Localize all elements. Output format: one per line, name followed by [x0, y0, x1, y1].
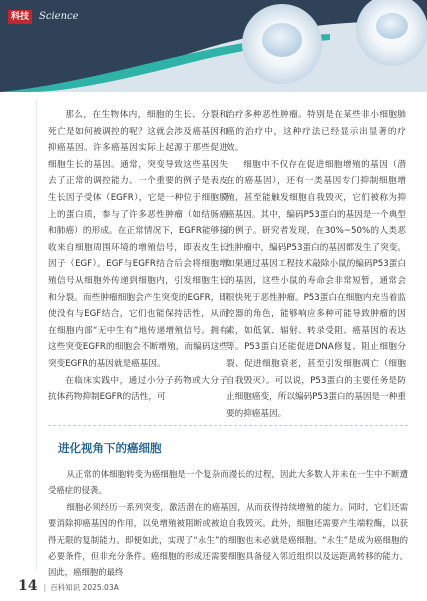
paragraph: 治疗多种恶性肿瘤。特别是在某些非小细胞肺癌的治疗中，这种疗法已经显示出显著的疗效。 — [226, 110, 406, 154]
section-title: 进化视角下的癌细胞 — [58, 441, 162, 455]
section-tag: 科技 — [8, 10, 32, 24]
margin-rule — [36, 100, 37, 570]
page-footer — [18, 578, 119, 594]
paragraph: 从正常的体细胞转变为癌细胞是一个复杂而漫长的过程，因此大多数人并未在一生中不断遭受癌症的侵袭。 — [48, 469, 408, 496]
publication-info: 百科知识 2025.03A — [50, 583, 119, 592]
left-column — [48, 107, 228, 406]
paragraph: 细胞中不仅存在促进细胞增殖的基因（潜在的癌基因），还有一类基因专门抑制细胞增殖，甚至能触发细胞自我毁灭，它们被称为抑癌基因。其中，编码P53蛋白的基因是一个典型的例子。研究者发现，在30%~50%的人类恶性肿瘤中，编码P53蛋白的基因都发生了突变。如果通过基因工程技术敲除小鼠的编码P53蛋白的基因，这些小鼠的寿命会非常短暂，通常会很快死于恶性肿瘤。P53蛋白在细胞内充当着监控器的角色，能够响应多种可能导致肿瘤的因素，如低氧、辐射、转录受阻、癌基因的表达等。P53蛋白还能促进DNA修复、阻止细胞分裂、促进细胞衰老，甚至引发细胞凋亡（细胞自我毁灭）。可以说，P53蛋白的主要任务是防止细胞癌变，所以编码P53蛋白的基因是一种重要的抑癌基因。 — [226, 159, 406, 419]
paragraph: 细胞必须经历一系列突变，激活潜在的癌基因，从而获得持续增殖的能力。同时，它们还需要消除抑癌基因的作用，以免增殖被阻断或被迫自我毁灭。此外，细胞还需要产生端粒酶，以获得无限的复制能力。即便如此，实现了“永生”的细胞也未必就是癌细胞。“永生”是成为癌细胞的必要条件，但非充分条件。癌细胞的形成还需要细胞具备侵入邻近组织以及远距离转移的能力。因此，癌细胞的最终 — [48, 501, 408, 578]
paragraph: 在临床实践中，通过小分子药物或大分子抗体药物抑制EGFR的活性，可 — [48, 375, 228, 403]
paragraph: 那么，在生物体内，细胞的生长、分裂和死亡是如何被调控的呢？这就会涉及癌基因和抑癌基因。许多癌基因实际上起源于那些促进细胞生长的基因。通常，突变导致这些基因失去了正常的调控能力。一个重要的例子是表皮生长因子受体（EGFR），它是一种位于细胞膜上的蛋白质，参与了许多恶性肿瘤（如结肠癌和肺癌）的形成。在正常情况下，EGFR能够接收来自细胞周围环境的增殖信号，即表皮生长因子（EGF）。EGF与EGFR结合后会将细胞增殖信号从细胞外传递到细胞内，引发细胞生长和分裂。而些肿瘤细胞会产生突变的EGFR，即使没有与EGF结合，它们也能保持活性，从而在细胞内部“无中生有”地传递增殖信号。拥有这些突变EGFR的细胞会不断增殖，而编码这些突变EGFR的基因就是癌基因。 — [48, 110, 228, 369]
section-body — [48, 466, 408, 581]
right-column — [226, 107, 406, 422]
section-tag-english: Science — [39, 11, 79, 22]
page-number: 14 — [18, 578, 38, 594]
section-heading-block — [48, 425, 408, 464]
footer-separator: | — [43, 583, 47, 592]
header-banner — [0, 0, 427, 92]
